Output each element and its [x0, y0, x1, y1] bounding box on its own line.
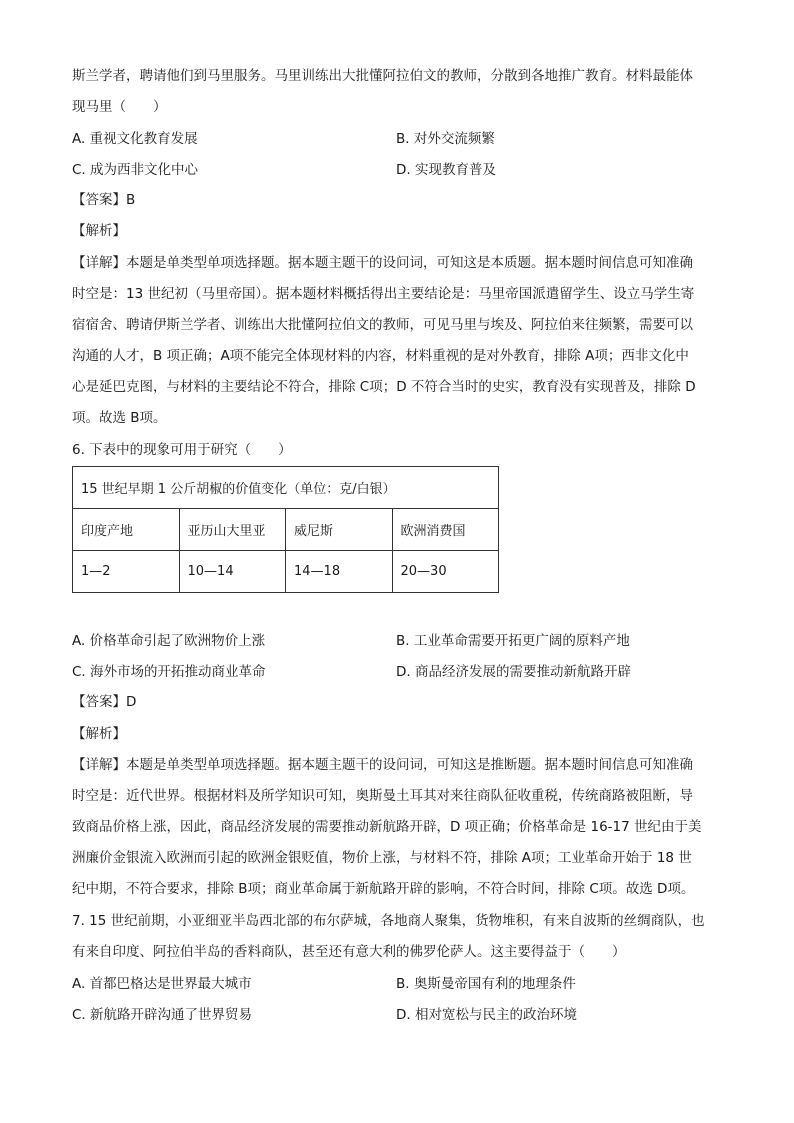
- q5-answer: 【答案】B: [72, 192, 136, 208]
- table-cell: 14—18: [286, 551, 393, 593]
- q7-option-c[interactable]: C. 新航路开辟沟通了世界贸易: [72, 1007, 253, 1023]
- q5-stem-line-1: 斯兰学者，聘请他们到马里服务。马里训练出大批懂阿拉伯文的教师，分散到各地推广教育。材料最能体: [72, 68, 693, 84]
- q5-option-c[interactable]: C. 成为西非文化中心: [72, 162, 199, 178]
- table-cell: 10—14: [179, 551, 286, 593]
- q7-option-b[interactable]: B. 奥斯曼帝国有利的地理条件: [396, 976, 576, 992]
- table-cell: 1—2: [73, 551, 180, 593]
- q6-option-b[interactable]: B. 工业革命需要开拓更广阔的原料产地: [396, 633, 630, 649]
- q5-explanation-line-4: 沟通的人才，B 项正确；A项不能完全体现材料的内容，材料重视的是对外教育，排除 A项；西非文化中: [72, 348, 689, 364]
- q6-explanation-line-2: 时空是：近代世界。根据材料及所学知识可知，奥斯曼土耳其对来往商队征收重税，传统商路被阻断，导: [72, 788, 693, 804]
- q6-price-table: [72, 466, 499, 593]
- q6-explanation-line-5: 纪中期，不符合要求，排除 B项；商业革命属于新航路开辟的影响，不符合时间，排除 C项。故选 D项。: [72, 881, 695, 897]
- q5-option-b[interactable]: B. 对外交流频繁: [396, 131, 495, 147]
- q5-explanation-line-1: 【详解】本题是单类型单项选择题。据本题主题干的设问词，可知这是本质题。据本题时间信息可知准确: [72, 255, 693, 271]
- table-title: 15 世纪早期 1 公斤胡椒的价值变化（单位：克/白银）: [73, 467, 499, 509]
- table-header-cell: 威尼斯: [286, 509, 393, 551]
- q7-stem-line-1: 7. 15 世纪前期，小亚细亚半岛西北部的布尔萨城，各地商人聚集，货物堆积，有来自波斯的丝绸商队，也: [72, 913, 705, 929]
- table-header-cell: 亚历山大里亚: [179, 509, 286, 551]
- table-header-row: [73, 509, 499, 551]
- q5-explanation-line-3: 宿宿舍、聘请伊斯兰学者、训练出大批懂阿拉伯文的教师，可见马里与埃及、阿拉伯来往频繁，需要可以: [72, 317, 693, 333]
- q5-analysis-label: 【解析】: [72, 223, 126, 239]
- table-title-row: [73, 467, 499, 509]
- table-cell: 20—30: [392, 551, 499, 593]
- table-header-cell: 印度产地: [73, 509, 180, 551]
- q5-option-a[interactable]: A. 重视文化教育发展: [72, 131, 198, 147]
- q7-option-d[interactable]: D. 相对宽松与民主的政治环境: [396, 1007, 577, 1023]
- q6-option-a[interactable]: A. 价格革命引起了欧洲物价上涨: [72, 633, 266, 649]
- q5-option-d[interactable]: D. 实现教育普及: [396, 162, 496, 178]
- q5-explanation-line-5: 心是延巴克图，与材料的主要结论不符合，排除 C项；D 不符合当时的史实，教育没有实现普及，排除 D: [72, 379, 696, 395]
- q5-stem-line-2: 现马里（ ）: [72, 99, 167, 115]
- q7-stem-line-2: 有来自印度、阿拉伯半岛的香料商队，甚至还有意大利的佛罗伦萨人。这主要得益于（ ）: [72, 944, 626, 960]
- q6-stem: 6. 下表中的现象可用于研究（ ）: [72, 442, 292, 458]
- q6-answer: 【答案】D: [72, 694, 137, 710]
- q7-option-a[interactable]: A. 首都巴格达是世界最大城市: [72, 976, 252, 992]
- q6-option-d[interactable]: D. 商品经济发展的需要推动新航路开辟: [396, 664, 631, 680]
- table-row: [73, 551, 499, 593]
- q6-explanation-line-3: 致商品价格上涨，因此，商品经济发展的需要推动新航路开辟，D 项正确；价格革命是 16-17 世纪由于美: [72, 819, 702, 835]
- q5-explanation-line-6: 项。故选 B项。: [72, 410, 167, 426]
- table-header-cell: 欧洲消费国: [392, 509, 499, 551]
- q5-explanation-line-2: 时空是：13 世纪初（马里帝国）。据本题材料概括得出主要结论是：马里帝国派遣留学生、设立马学生寄: [72, 286, 695, 302]
- q6-explanation-line-1: 【详解】本题是单类型单项选择题。据本题主题干的设问词，可知这是推断题。据本题时间信息可知准确: [72, 757, 693, 773]
- q6-analysis-label: 【解析】: [72, 726, 126, 742]
- q6-option-c[interactable]: C. 海外市场的开拓推动商业革命: [72, 664, 266, 680]
- q6-explanation-line-4: 洲廉价金银流入欧洲而引起的欧洲金银贬值，物价上涨，与材料不符，排除 A项；工业革命开始于 18 世: [72, 850, 692, 866]
